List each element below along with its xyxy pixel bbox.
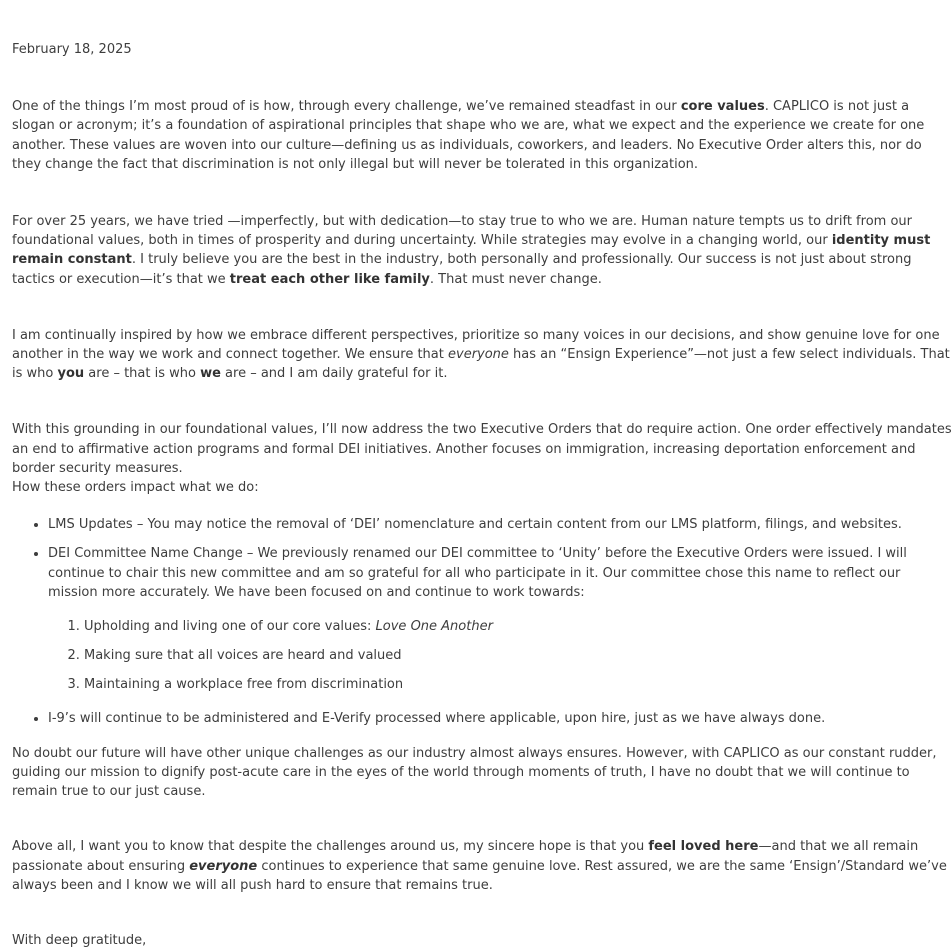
closing-line: With deep gratitude,: [12, 933, 147, 949]
letter-date: February 18, 2025: [12, 42, 132, 57]
emphasis-identity: identity must remain constant: [12, 233, 931, 268]
emphasis-you: you: [57, 366, 85, 382]
paragraph-above-all: [12, 837, 952, 895]
bullet-i9: • I-9’s will continue to be administered and E-Verify processed where applicable, upon hire, just as we have always done.: [48, 709, 952, 728]
emphasis-feel-loved: feel loved here: [648, 839, 759, 855]
emphasis-family: treat each other like family: [229, 271, 430, 287]
paragraph-text: Above all, I want you to know that despite the challenges around us, my sincere hope is that you: [12, 839, 649, 855]
bullet-text: DEI Committee Name Change – We previously renamed our DEI committee to ‘Unity’ before the Executive Orders were issued. I will continue to chair this new committee and am so grateful for all who participate in it. Our committee chose this name to reflect our mission more accurately. We have been focused on and continue to work towards:: [48, 546, 907, 600]
paragraph-core-values: [12, 97, 952, 174]
paragraph-text: are – and I am daily grateful for it.: [220, 366, 448, 382]
paragraph-inspiration: [12, 326, 952, 384]
paragraph-text: I am continually inspired by how we embrace different perspectives, prioritize so many voices in our decisions, and show genuine love for one another in the way we work and connect together. We ensure that: [12, 327, 940, 363]
committee-goals-list: [48, 617, 952, 695]
paragraph-future: No doubt our future will have other unique challenges as our industry almost always ensures. However, with CAPLICO as our constant rudder, guiding our mission to dignify post-acute care in the eyes of the world through moments of truth, I have no doubt that we will continue to remain true to our just cause.: [12, 745, 937, 800]
bullet-lms-updates: • LMS Updates – You may notice the removal of ‘DEI’ nomenclature and certain content from our LMS platform, filings, and websites.: [48, 515, 952, 534]
emphasis-everyone-bold: [189, 859, 257, 874]
paragraph-text: continues to experience that same genuine love. Rest assured, we are the same ‘Ensign’/Standard we’ve always been and I know we will all push hard to ensure that remains true.: [12, 858, 947, 893]
goal-emphasis: Love One Another: [375, 619, 493, 635]
paragraph-text: . I truly believe you are the best in the industry, both personally and professionally. Our success is not just about strong tactics or execution—it’s that we: [12, 252, 912, 287]
emphasis-we: we: [200, 366, 221, 382]
paragraph-text: One of the things I’m most proud of is how, through every challenge, we’ve remained steadfast in our: [12, 99, 681, 115]
paragraph-text: —and that we all remain passionate about ensuring: [12, 839, 919, 874]
paragraph-text: . That must never change.: [429, 271, 602, 287]
paragraph-text: are – that is who: [84, 366, 201, 382]
paragraph-text: has an “Ensign Experience”—not just a few select individuals. That is who: [12, 347, 950, 382]
paragraph-history: [12, 212, 952, 289]
impact-list: [12, 515, 952, 728]
goal-item-1: [84, 617, 952, 636]
bullet-committee-name-change: [48, 544, 952, 694]
goal-text: Upholding and living one of our core values:: [84, 619, 376, 635]
emphasis-core-values: core values: [680, 99, 765, 115]
goal-item-3: 3. Maintaining a workplace free from discrimination: [84, 675, 952, 694]
paragraph-text: For over 25 years, we have tried —imperfectly, but with dedication—to stay true to who we are. Human nature tempts us to drift from our foundational values, both in times of prosperity and during uncertainty. While strategies may evolve in a changing world, our: [12, 214, 912, 249]
emphasis-everyone-italic: everyone: [189, 858, 258, 874]
paragraph-text: . CAPLICO is not just a slogan or acronym; it’s a foundation of aspirational principles that shape who we are, what we expect and the experience we create for one another. These values are woven into our culture—defining us as individuals, coworkers, and leaders. No Executive Order alters this, nor do they change the fact that discrimination is not only illegal but will never be tolerated in this organization.: [12, 99, 925, 172]
emphasis-everyone: everyone: [448, 347, 509, 363]
letter-body: [12, 40, 952, 950]
impact-heading: How these orders impact what we do:: [12, 480, 259, 496]
goal-item-2: 2. Making sure that all voices are heard and valued: [84, 646, 952, 665]
paragraph-executive-orders: With this grounding in our foundational values, I’ll now address the two Executive Orders that do require action. One order effectively mandates an end to affirmative action programs and formal DEI initiatives. Another focuses on immigration, increasing deportation enforcement and border security measures.: [12, 422, 952, 476]
